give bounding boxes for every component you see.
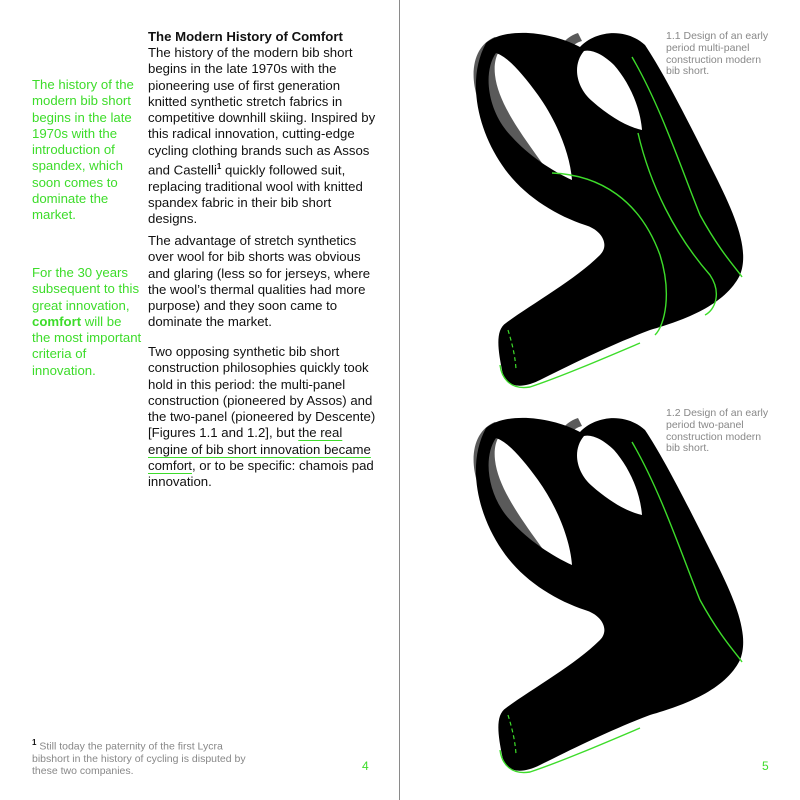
page-number-left: 4 (362, 759, 369, 773)
footnote-ref: 1 (216, 162, 222, 172)
figure-1-1-multi-panel-bib-short (460, 25, 760, 400)
page-number-right: 5 (762, 759, 769, 773)
paragraph-3-text-b: , or to be specific: chamois pad innovation. (148, 458, 374, 490)
paragraph-3-text-a: Two opposing synthetic bib short construction philosophies quickly took hold in this period: the multi-panel construction (pioneered by Assos) and the two-panel (pioneered by Descente) [Figures 1.1 and 1.2], but (148, 344, 376, 441)
sidenote-comfort-tail: will be the most important criteria of innovation. (32, 313, 142, 378)
figure-caption-1-1: 1.1 Design of an early period multi-panel construction modern bib short. (666, 30, 769, 78)
footnote (32, 737, 262, 777)
sidenote-comfort-keyword: comfort (32, 313, 82, 329)
figure-caption-1-2: 1.2 Design of an early period two-panel construction modern bib short. (666, 407, 769, 455)
paragraph-2: The advantage of stretch synthetics over wool for bib shorts was obvious and glaring (less so for jerseys, where the wool’s thermal qualities had more purpose) and they soon came to dominate the market. (148, 233, 371, 330)
sidenote-history: The history of the modern bib short begins in the late 1970s with the introduction of spandex, which soon comes to dominate the market. (32, 77, 134, 223)
sidenote-comfort-lead: For the 30 years subsequent to this great innovation, (32, 265, 140, 313)
paragraph-1-text-a: The history of the modern bib short begins in the late 1970s with the pioneering use of first generation knitted synthetic stretch fabrics in competitive downhill skiing. Inspired by this radical innovation, cutting-edge cycling clothing brands such as Assos and Castelli (148, 45, 376, 178)
footnote-mark: 1 (32, 738, 37, 747)
paragraph-1-text-b: quickly followed suit, replacing traditional wool with knitted spandex fabric in their bib short designs. (148, 162, 363, 227)
paragraph-3 (148, 344, 376, 491)
bib-body (476, 418, 743, 771)
paragraph-1 (148, 45, 376, 228)
bib-body (476, 33, 743, 386)
figure-1-2-two-panel-bib-short (460, 410, 760, 775)
sidenote-comfort (32, 265, 142, 379)
section-title: The Modern History of Comfort (148, 29, 343, 44)
paragraph-3-highlight: the real engine of bib short innovation became comfort (148, 425, 371, 474)
footnote-text: Still today the paternity of the first Lycra bibshort in the history of cycling is disputed by these two companies. (32, 740, 246, 777)
